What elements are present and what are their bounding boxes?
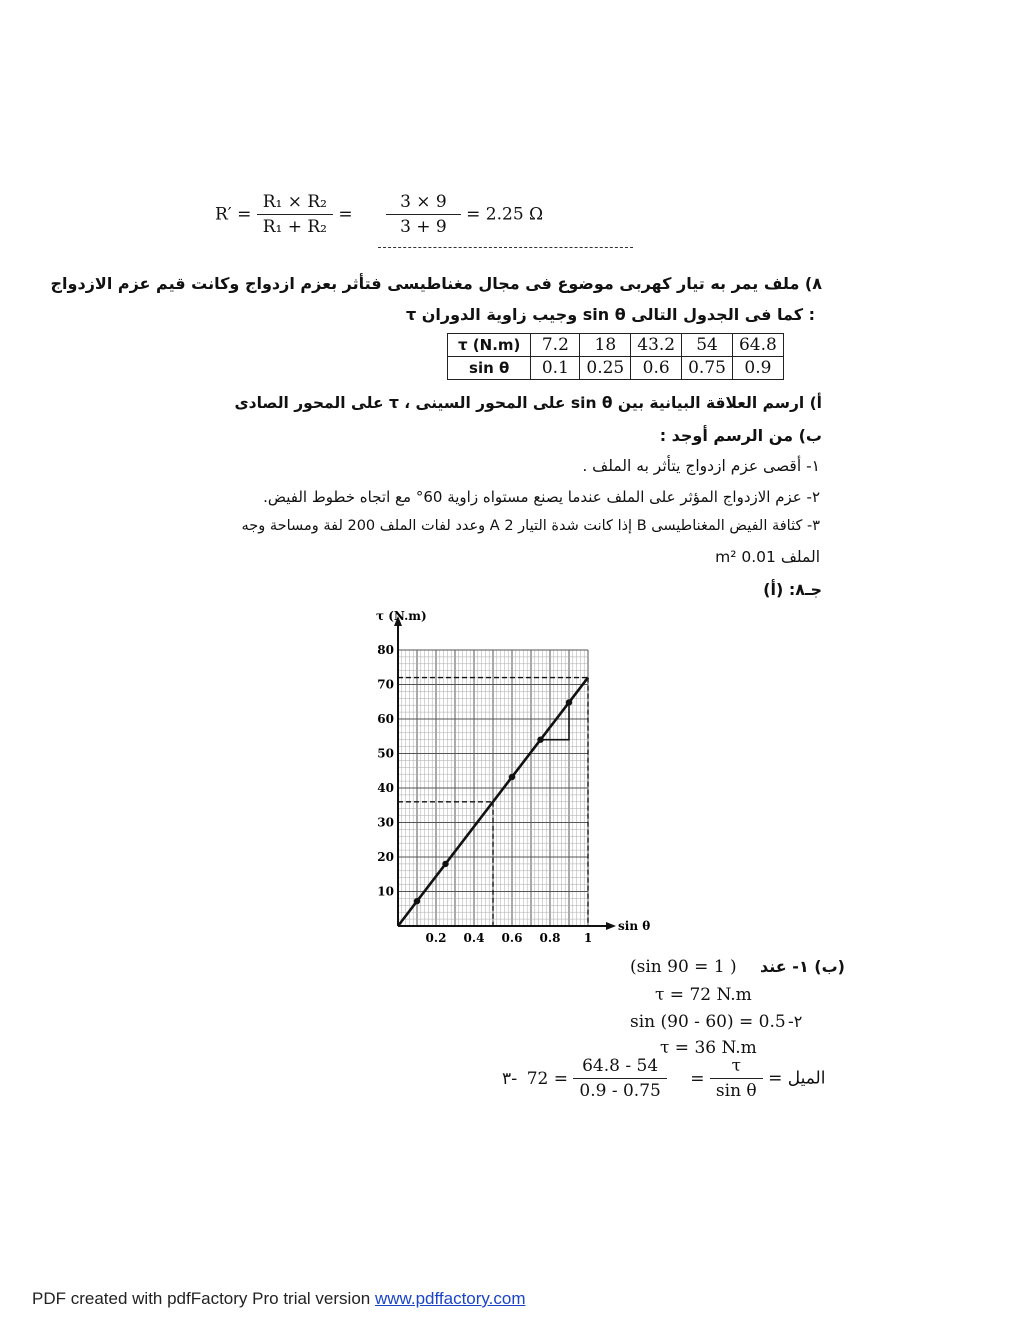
table-cell: 43.2 [631, 334, 682, 357]
answer-b3-slope [484, 1056, 825, 1101]
slope-word: الميل [787, 1068, 826, 1089]
slope-result: = 72 [526, 1068, 568, 1089]
footer-link[interactable]: www.pdffactory.com [374, 1289, 526, 1308]
equation-fraction-1 [257, 192, 333, 237]
question-line-1: ٨) ملف يمر به تيار كهربى موضوع فى مجال مغناطيسى فتأثر بعزم ازدواج وكانت قيم عزم الازدواج [50, 274, 822, 293]
dashed-separator [378, 247, 633, 248]
y-tick-label: 60 [377, 712, 394, 726]
pdf-footer [32, 1289, 526, 1309]
data-point [509, 774, 515, 780]
table-cell: 64.8 [732, 334, 783, 357]
table-header-torque: τ (N.m) [448, 334, 531, 357]
question-item-3-line-2: الملف 0.01 m² [715, 548, 820, 566]
data-point [414, 898, 420, 904]
y-axis-label: τ (N.m) [376, 609, 427, 623]
table-row-sin [448, 357, 784, 380]
table-cell: 18 [580, 334, 631, 357]
equation-equals: = [338, 204, 353, 225]
table-cell: 0.9 [732, 357, 783, 380]
footer-text: PDF created with pdfFactory Pro trial version [32, 1289, 371, 1308]
y-tick-label: 70 [377, 677, 394, 692]
equation-lhs: R′ = [215, 204, 252, 225]
torque-vs-sin-chart [360, 604, 660, 944]
answer-b3-label: -٣ [502, 1068, 518, 1089]
question-part-a: أ) ارسم العلاقة البيانية بين sin θ على المحور السينى ، τ على المحور الصادى [234, 394, 822, 412]
table-cell: 54 [682, 334, 733, 357]
table-row-torque [448, 334, 784, 357]
data-point [537, 737, 543, 743]
answer-b2-expression: sin (90 - 60) = 0.5 [630, 1012, 786, 1032]
answer-b1-expression: (sin 90 = 1 ) [630, 957, 737, 977]
answer-b2-label: -٢ [788, 1012, 803, 1031]
answer-b1-result: τ = 72 N.m [655, 985, 752, 1005]
y-tick-label: 40 [377, 781, 394, 795]
slope-fraction-2-denominator: 0.9 - 0.75 [579, 1081, 661, 1101]
x-tick-label: 0.6 [501, 931, 523, 944]
table-cell: 7.2 [531, 334, 580, 357]
question-item-1: ١- أقصى عزم ازدواج يتأثر به الملف . [582, 457, 820, 475]
table-cell: 0.25 [580, 357, 631, 380]
y-tick-label: 20 [377, 850, 394, 864]
table-cell: 0.1 [531, 357, 580, 380]
equation-fraction-2 [386, 192, 461, 237]
fraction-2-numerator: 3 × 9 [386, 192, 461, 215]
table-cell: 0.6 [631, 357, 682, 380]
equation-resistance [215, 192, 543, 237]
question-line-2: τ وجيب زاوية الدوران sin θ كما فى الجدول التالى : [405, 305, 815, 324]
slope-fraction-2-numerator: 64.8 - 54 [573, 1056, 666, 1079]
slope-equals-2: = [690, 1068, 705, 1089]
x-axis-label: sin θ [618, 919, 651, 933]
question-item-3-line-1: ٣- كثافة الفيض المغناطيسى B إذا كانت شدة التيار 2 A وعدد لفات الملف 200 لفة ومساحة وجه [241, 518, 820, 534]
y-tick-label: 80 [377, 643, 394, 657]
question-item-2: ٢- عزم الازدواج المؤثر على الملف عندما يصنع مستواه زاوية 60° مع اتجاه خطوط الفيض. [263, 488, 820, 506]
x-tick-label: 0.2 [425, 931, 447, 944]
x-axis-arrow [606, 922, 616, 930]
x-tick-label: 0.8 [539, 931, 561, 944]
slope-equals: = [768, 1068, 783, 1089]
equation-result: = 2.25 Ω [466, 204, 544, 225]
answer-b2-result: τ = 36 N.m [660, 1038, 757, 1058]
table-header-sin: sin θ [448, 357, 531, 380]
data-table [447, 333, 784, 380]
fraction-2-denominator: 3 + 9 [400, 217, 447, 237]
x-tick-label: 1 [583, 931, 593, 944]
answer-b1-label: (ب) ١- عند [760, 957, 845, 976]
slope-fraction-1 [710, 1056, 763, 1101]
question-part-b: ب) من الرسم أوجد : [659, 426, 822, 445]
y-tick-label: 50 [377, 746, 394, 761]
slope-fraction-1-denominator: sin θ [715, 1081, 757, 1101]
data-point [442, 861, 448, 867]
x-tick-label: 0.4 [463, 931, 485, 944]
fraction-1-denominator: R₁ + R₂ [262, 217, 327, 237]
y-tick-label: 10 [377, 884, 394, 899]
data-point [566, 699, 572, 705]
answer-heading: جـ٨: (أ) [763, 580, 822, 599]
slope-fraction-1-numerator: τ [710, 1056, 763, 1079]
y-tick-label: 30 [377, 815, 394, 830]
table-cell: 0.75 [682, 357, 733, 380]
fraction-1-numerator: R₁ × R₂ [257, 192, 333, 215]
slope-fraction-2 [573, 1056, 666, 1101]
